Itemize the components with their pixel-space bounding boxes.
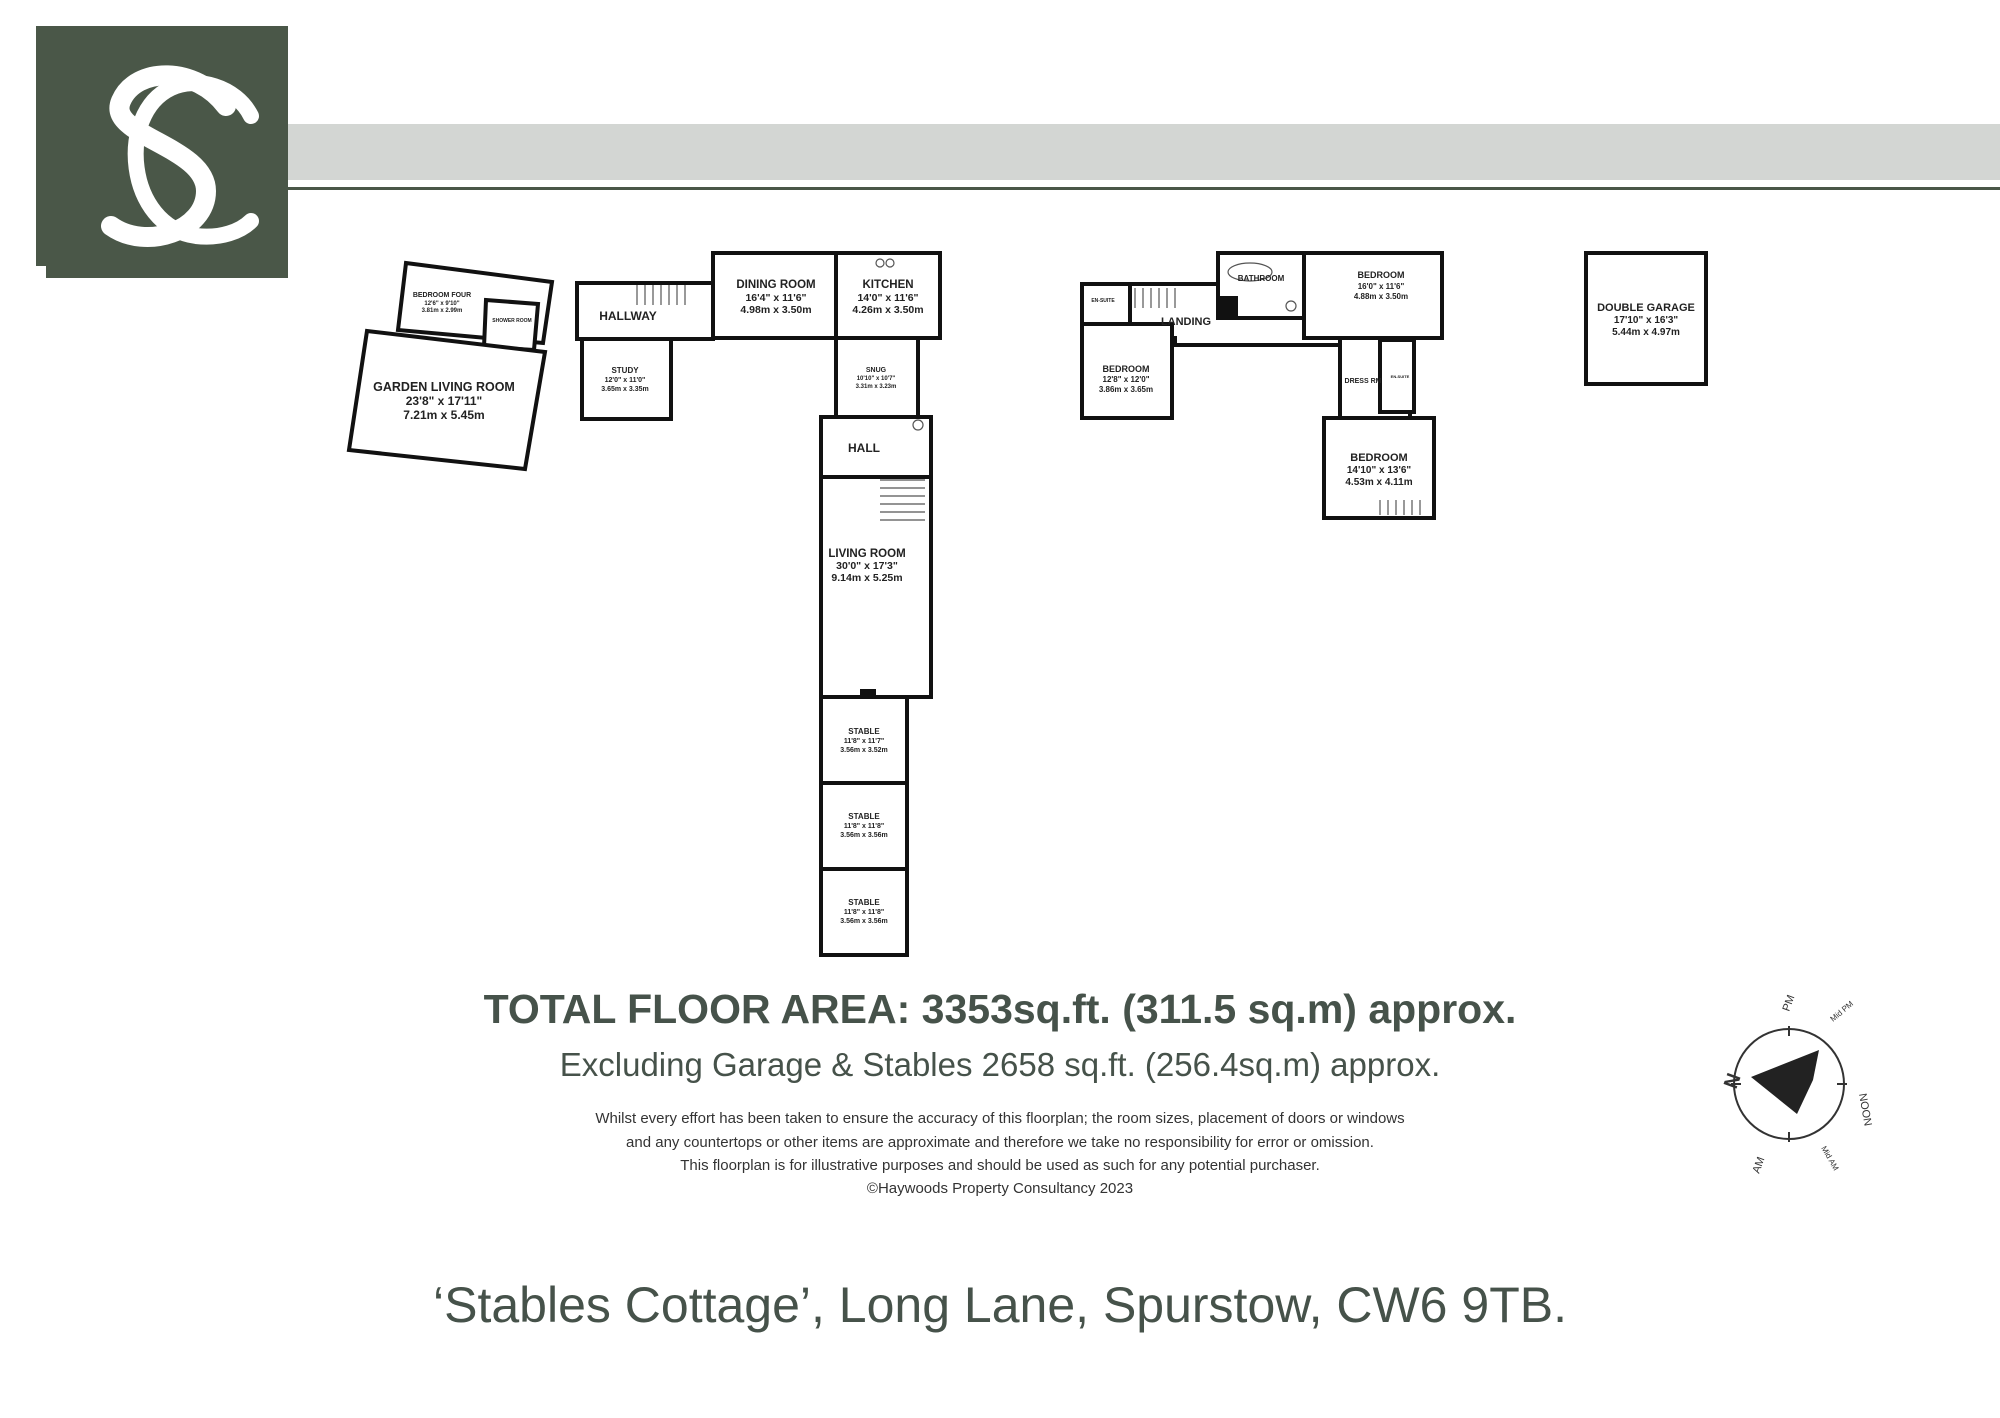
room-dim: 12'0" x 11'0": [604, 377, 646, 384]
room-label: DINING ROOM: [736, 279, 816, 291]
room-label: BEDROOM FOUR: [412, 292, 472, 299]
compass-north: N: [1719, 1070, 1746, 1092]
room-dim: 4.98m x 3.50m: [740, 304, 812, 316]
property-address: ‘Stables Cottage’, Long Lane, Spurstow, CW6 9TB.: [433, 1277, 1567, 1333]
room-dim: 11'8" x 11'8": [843, 909, 885, 916]
room-label: HALLWAY: [599, 309, 657, 323]
room-dim: 9.14m x 5.25m: [831, 572, 903, 584]
fireplace-block: [860, 689, 876, 699]
room-dim: 3.56m x 3.56m: [840, 918, 888, 925]
room-dim: 14'10" x 13'6": [1346, 465, 1412, 476]
disclaimer-line: This floorplan is for illustrative purposes and should be used as such for any potential purchaser.: [680, 1157, 1320, 1174]
compass-label: AM: [1750, 1155, 1768, 1176]
room-dim: 30'0" x 17'3": [836, 560, 898, 572]
room-dim: 4.88m x 3.50m: [1353, 292, 1409, 301]
room-dim: 11'8" x 11'8": [843, 823, 885, 830]
compass-label: PM: [1780, 993, 1798, 1014]
room-label: EN-SUITE: [1091, 298, 1115, 304]
room-dim: 5.44m x 4.97m: [1612, 327, 1680, 338]
room-label: BATHROOM: [1237, 274, 1285, 283]
compass-label: Mid AM: [1819, 1144, 1841, 1173]
room-dim: 4.53m x 4.11m: [1345, 477, 1413, 488]
room-label: GARDEN LIVING ROOM: [373, 380, 515, 394]
room-label: STABLE: [848, 812, 880, 821]
room-dim: 3.31m x 3.23m: [855, 384, 897, 390]
room-living: [821, 477, 931, 697]
room-dim: 4.26m x 3.50m: [852, 304, 924, 316]
room-label: BEDROOM: [1357, 270, 1405, 280]
room-label: HALL: [848, 441, 880, 455]
room-dim: 3.81m x 2.99m: [421, 308, 463, 314]
room-dim: 3.56m x 3.52m: [840, 747, 888, 754]
room-dim: 17'10" x 16'3": [1613, 315, 1679, 326]
room-dim: 10'10" x 10'7": [856, 376, 896, 382]
room-label: SNUG: [865, 367, 887, 374]
room-label: SHOWER ROOM: [492, 318, 532, 324]
copyright: ©Haywoods Property Consultancy 2023: [866, 1180, 1134, 1197]
room-label: KITCHEN: [862, 279, 914, 291]
room-dim: 12'8" x 12'0": [1102, 375, 1150, 384]
room-dim: 3.86m x 3.65m: [1098, 385, 1154, 394]
disclaimer-line: Whilst every effort has been taken to ensure the accuracy of this floorplan; the room sizes, placement of doors or windows: [595, 1110, 1405, 1127]
room-label: STUDY: [611, 366, 639, 375]
room-label: DRESS RM: [1344, 378, 1382, 385]
room-label: LIVING ROOM: [828, 548, 906, 560]
compass-label: NOON: [1856, 1092, 1874, 1128]
room-dim: 3.56m x 3.56m: [840, 832, 888, 839]
room-label: STABLE: [848, 727, 880, 736]
room-ensuite: [1082, 284, 1130, 324]
room-dim: 23'8" x 17'11": [405, 394, 483, 408]
room-dim: 16'0" x 11'6": [1357, 282, 1405, 291]
room-dim: 7.21m x 5.45m: [403, 408, 485, 422]
room-dim: 11'8" x 11'7": [843, 738, 885, 745]
room-label: DOUBLE GARAGE: [1597, 302, 1695, 314]
room-dim: 14'0" x 11'6": [857, 292, 919, 304]
excluding-area: Excluding Garage & Stables 2658 sq.ft. (256.4sq.m) approx.: [559, 1046, 1441, 1083]
room-label: EN-SUITE: [1390, 374, 1410, 379]
room-label: STABLE: [848, 898, 880, 907]
room-label: LANDING: [1160, 316, 1212, 328]
chimney-block: [1218, 296, 1238, 316]
room-dim: 3.65m x 3.35m: [601, 386, 649, 393]
compass-label: Mid PM: [1828, 999, 1856, 1024]
room-shower: [484, 300, 538, 350]
room-label: BEDROOM: [1350, 452, 1408, 464]
disclaimer-line: and any countertops or other items are approximate and therefore we take no responsibility for error or omission.: [626, 1134, 1374, 1151]
room-dim: 16'4" x 11'6": [745, 292, 807, 304]
room-label: BEDROOM: [1102, 364, 1150, 374]
total-floor-area: TOTAL FLOOR AREA: 3353sq.ft. (311.5 sq.m) approx.: [483, 986, 1517, 1032]
room-dim: 12'6" x 9'10": [424, 301, 460, 307]
